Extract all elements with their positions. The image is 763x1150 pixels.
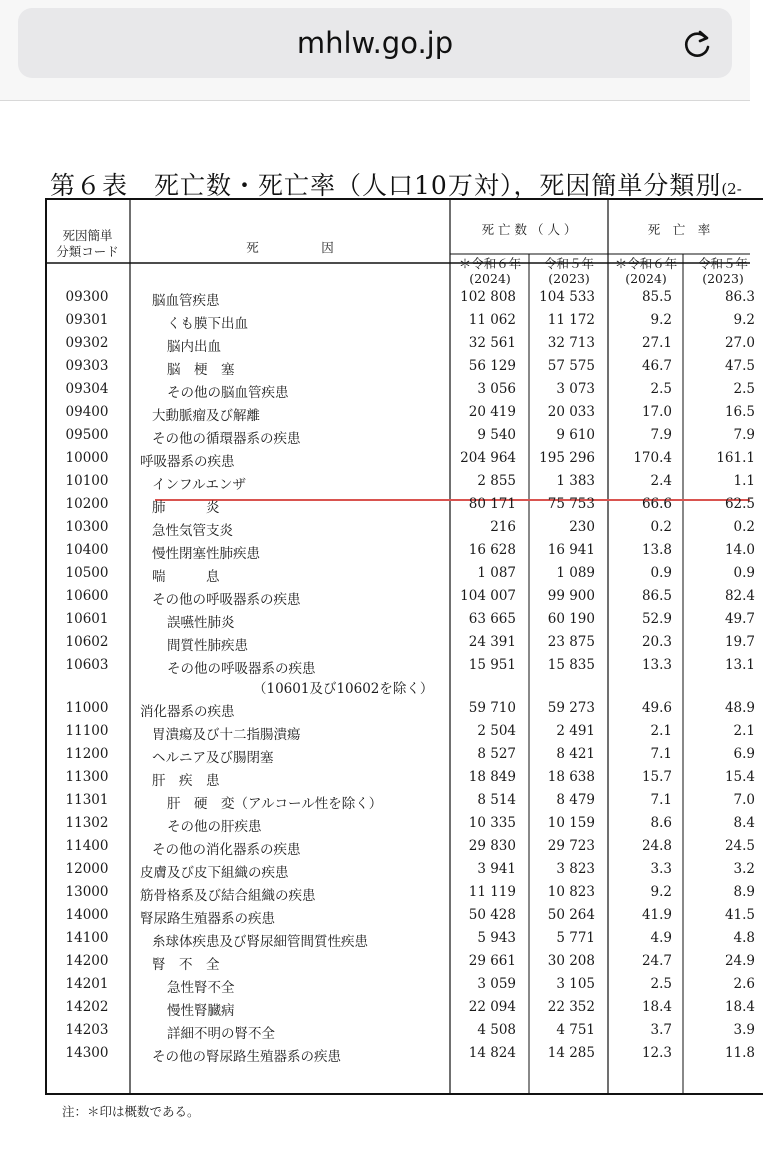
row-rate-2024: 9.2 (650, 312, 672, 328)
row-rate-2024: 46.7 (641, 358, 672, 374)
row-deaths-2024: 9 540 (477, 427, 516, 443)
row-rate-2023: 1.1 (733, 473, 755, 489)
row-rate-2024: 17.0 (641, 404, 672, 420)
row-code: 10100 (65, 473, 109, 489)
row-rate-2023: 3.2 (733, 861, 755, 877)
row-deaths-2024: 102 808 (460, 289, 516, 305)
row-cause-name: その他の消化器系の疾患 (152, 842, 301, 858)
row-code: 11302 (65, 815, 109, 831)
row-deaths-2023: 195 296 (539, 450, 595, 466)
row-deaths-2024: 11 062 (468, 312, 516, 328)
row-rate-2023: 2.5 (733, 381, 755, 397)
footnote: 注：＊印は概数である。 (62, 1104, 200, 1119)
row-deaths-2023: 9 610 (556, 427, 595, 443)
row-rate-2024: 15.7 (641, 769, 672, 785)
row-rate-2024: 85.5 (641, 289, 672, 305)
row-code: 11301 (65, 792, 109, 808)
row-rate-2024: 2.5 (650, 976, 672, 992)
row-cause-name: 筋骨格系及び結合組織の疾患 (140, 888, 316, 904)
row-rate-2024: 12.3 (641, 1045, 672, 1061)
row-deaths-2023: 60 190 (547, 611, 595, 627)
header-col2-ad: (2023) (548, 271, 590, 286)
url-text[interactable]: mhlw.go.jp (296, 26, 454, 60)
row-code: 10400 (65, 542, 109, 558)
row-deaths-2024: 8 527 (477, 746, 516, 762)
row-deaths-2024: 11 119 (468, 884, 516, 900)
row-rate-2024: 3.3 (650, 861, 672, 877)
row-code: 14202 (65, 999, 109, 1015)
row-deaths-2023: 3 105 (556, 976, 595, 992)
row-deaths-2023: 2 491 (556, 723, 595, 739)
row-code: 09500 (65, 427, 109, 443)
row-cause-name: 慢性腎臓病 (167, 1003, 235, 1019)
row-cause-name: その他の肝疾患 (167, 819, 262, 835)
header-col1-ad: (2024) (469, 271, 511, 286)
table-title-suffix: (2- (721, 180, 742, 198)
row-rate-2024: 24.7 (641, 953, 672, 969)
row-code: 10200 (65, 496, 109, 512)
row-code: 11400 (65, 838, 109, 854)
row-cause-name: 肝 硬 変（アルコール性を除く） (167, 796, 383, 812)
row-deaths-2023: 22 352 (547, 999, 595, 1015)
mortality-table (45, 198, 755, 1096)
row-code: 14203 (65, 1022, 109, 1038)
row-rate-2023: 0.9 (733, 565, 755, 581)
row-code: 10300 (65, 519, 109, 535)
row-code: 12000 (65, 861, 109, 877)
header-col2-year: 令和５年 (543, 256, 594, 271)
row-deaths-2024: 29 830 (468, 838, 516, 854)
header-col2 (529, 256, 609, 286)
row-deaths-2024: 14 824 (468, 1045, 516, 1061)
row-rate-2023: 7.9 (733, 427, 755, 443)
row-rate-2024: 41.9 (641, 907, 672, 923)
row-code: 10601 (65, 611, 109, 627)
row-code: 11100 (65, 723, 109, 739)
row-deaths-2023: 18 638 (547, 769, 595, 785)
row-rate-2023: 14.0 (724, 542, 755, 558)
row-deaths-2024: 10 335 (468, 815, 516, 831)
row-cause-name: その他の呼吸器系の疾患 (152, 592, 301, 608)
row-rate-2024: 8.6 (650, 815, 672, 831)
header-col3-year: ＊令和６年 (614, 256, 678, 271)
row-deaths-2023: 57 575 (547, 358, 595, 374)
row-cause-name: くも膜下出血 (167, 316, 248, 332)
row-code: 11000 (65, 700, 109, 716)
row-cause-name: 肺 炎 (152, 500, 220, 516)
row-rate-2023: 13.1 (724, 657, 755, 673)
row-deaths-2024: 104 007 (460, 588, 516, 604)
row-cause-name: 皮膚及び皮下組織の疾患 (140, 865, 289, 881)
row-deaths-2023: 10 159 (547, 815, 595, 831)
row-code: 09304 (65, 381, 109, 397)
row-deaths-2024: 8 514 (477, 792, 516, 808)
row-deaths-2024: 18 849 (468, 769, 516, 785)
reload-icon[interactable] (680, 28, 714, 62)
row-rate-2024: 7.1 (650, 746, 672, 762)
row-deaths-2024: 59 710 (468, 700, 516, 716)
header-rate: 死 亡 率 (647, 222, 711, 237)
row-rate-2023: 7.0 (733, 792, 755, 808)
row-rate-2023: 48.9 (724, 700, 755, 716)
row-rate-2023: 0.2 (733, 519, 755, 535)
row-deaths-2024: 2 855 (477, 473, 516, 489)
header-col1-year: ＊令和６年 (458, 256, 522, 271)
header-cause: 死 因 (246, 240, 334, 255)
row-deaths-2023: 5 771 (556, 930, 595, 946)
header-col4 (683, 256, 763, 286)
row-cause-name: 間質性肺疾患 (167, 638, 248, 654)
row-code: 10603 (65, 657, 109, 673)
row-cause-name: 肝 疾 患 (152, 773, 220, 789)
row-cause-name: 胃潰瘍及び十二指腸潰瘍 (152, 727, 301, 743)
header-code (45, 228, 130, 260)
row-deaths-2024: 3 941 (477, 861, 516, 877)
row-cause-name: ヘルニア及び腸閉塞 (152, 750, 274, 766)
row-deaths-2024: 80 171 (468, 496, 516, 512)
row-cause-name: 消化器系の疾患 (140, 704, 235, 720)
row-rate-2024: 66.6 (641, 496, 672, 512)
header-col4-ad: (2023) (702, 271, 744, 286)
row-deaths-2023: 10 823 (547, 884, 595, 900)
row-rate-2024: 2.5 (650, 381, 672, 397)
row-code: 10500 (65, 565, 109, 581)
row-cause-name: その他の循環器系の疾患 (152, 431, 301, 447)
row-deaths-2023: 8 421 (556, 746, 595, 762)
row-rate-2024: 170.4 (633, 450, 672, 466)
row-rate-2023: 3.9 (733, 1022, 755, 1038)
row-deaths-2023: 8 479 (556, 792, 595, 808)
row-deaths-2024: 56 129 (468, 358, 516, 374)
row-rate-2023: 2.1 (733, 723, 755, 739)
row-code: 13000 (65, 884, 109, 900)
row-code: 11200 (65, 746, 109, 762)
row-deaths-2024: 50 428 (468, 907, 516, 923)
row-rate-2024: 7.1 (650, 792, 672, 808)
row-code: 09302 (65, 335, 109, 351)
row-deaths-2024: 32 561 (468, 335, 516, 351)
row-cause-name: 大動脈瘤及び解離 (152, 408, 260, 424)
row-rate-2024: 0.9 (650, 565, 672, 581)
row-rate-2023: 6.9 (733, 746, 755, 762)
row-rate-2023: 8.4 (733, 815, 755, 831)
row-rate-2024: 27.1 (641, 335, 672, 351)
row-code: 11300 (65, 769, 109, 785)
row-cause-name: 腎 不 全 (152, 957, 220, 973)
row-rate-2024: 0.2 (650, 519, 672, 535)
row-cause-name: 喘 息 (152, 569, 220, 585)
row-cause-name: その他の脳血管疾患 (167, 385, 289, 401)
row-deaths-2024: 1 087 (477, 565, 516, 581)
row-deaths-2023: 4 751 (556, 1022, 595, 1038)
header-deaths: 死 亡 数 （ 人 ） (481, 222, 577, 237)
row-rate-2024: 13.8 (641, 542, 672, 558)
row-rate-2024: 7.9 (650, 427, 672, 443)
row-deaths-2024: 24 391 (468, 634, 516, 650)
header-col1 (450, 256, 530, 286)
row-deaths-2023: 3 073 (556, 381, 595, 397)
row-code: 09303 (65, 358, 109, 374)
row-deaths-2024: 22 094 (468, 999, 516, 1015)
row-rate-2024: 3.7 (650, 1022, 672, 1038)
header-code-line2: 分類コード (56, 244, 119, 259)
row-deaths-2023: 30 208 (547, 953, 595, 969)
row-rate-2023: 9.2 (733, 312, 755, 328)
row-rate-2024: 9.2 (650, 884, 672, 900)
row-code: 14100 (65, 930, 109, 946)
row-deaths-2023: 104 533 (539, 289, 595, 305)
row-rate-2023: 11.8 (724, 1045, 755, 1061)
header-col3-ad: (2024) (625, 271, 667, 286)
row-deaths-2024: 2 504 (477, 723, 516, 739)
row-deaths-2023: 15 835 (547, 657, 595, 673)
address-bar[interactable] (18, 8, 732, 78)
row-deaths-2023: 99 900 (547, 588, 595, 604)
row-code: 14201 (65, 976, 109, 992)
header-col3 (608, 256, 684, 286)
row-cause-name: 詳細不明の腎不全 (167, 1026, 275, 1042)
row-cause-name: 脳内出血 (167, 339, 221, 355)
row-rate-2024: 52.9 (641, 611, 672, 627)
row-deaths-2023: 20 033 (547, 404, 595, 420)
header-col4-year: 令和５年 (697, 256, 748, 271)
row-rate-2023: 27.0 (724, 335, 755, 351)
row-deaths-2024: 4 508 (477, 1022, 516, 1038)
row-deaths-2024: 3 056 (477, 381, 516, 397)
row-deaths-2023: 14 285 (547, 1045, 595, 1061)
row-deaths-2024: 15 951 (468, 657, 516, 673)
row-code: 10000 (65, 450, 109, 466)
row-rate-2023: 24.9 (724, 953, 755, 969)
row-deaths-2023: 23 875 (547, 634, 595, 650)
row-deaths-2024: 3 059 (477, 976, 516, 992)
row-rate-2024: 2.1 (650, 723, 672, 739)
row-rate-2023: 4.8 (733, 930, 755, 946)
row-deaths-2023: 16 941 (547, 542, 595, 558)
row-cause-name: 糸球体疾患及び腎尿細管間質性疾患 (152, 934, 368, 950)
row-rate-2024: 49.6 (641, 700, 672, 716)
row-cause-name: その他の呼吸器系の疾患 (167, 661, 316, 677)
row-rate-2023: 15.4 (724, 769, 755, 785)
row-rate-2023: 2.6 (733, 976, 755, 992)
row-deaths-2024: 216 (490, 519, 516, 535)
row-rate-2024: 20.3 (641, 634, 672, 650)
row-code: 09301 (65, 312, 109, 328)
row-rate-2023: 49.7 (724, 611, 755, 627)
table-title-text: 第６表 死亡数・死亡率（人口10万対），死因簡単分類別 (50, 171, 722, 200)
row-rate-2023: 8.9 (733, 884, 755, 900)
row-rate-2024: 4.9 (650, 930, 672, 946)
row-deaths-2023: 75 753 (547, 496, 595, 512)
row-deaths-2024: 204 964 (460, 450, 516, 466)
row-code: 10602 (65, 634, 109, 650)
row-deaths-2023: 3 823 (556, 861, 595, 877)
row-rate-2023: 62.5 (724, 496, 755, 512)
row-code: 14300 (65, 1045, 109, 1061)
row-deaths-2023: 29 723 (547, 838, 595, 854)
row-deaths-2023: 50 264 (547, 907, 595, 923)
row-cause-name: その他の腎尿路生殖器系の疾患 (152, 1049, 341, 1065)
row-rate-2024: 18.4 (641, 999, 672, 1015)
row-cause-name: 呼吸器系の疾患 (140, 454, 235, 470)
row-deaths-2023: 230 (569, 519, 595, 535)
row-rate-2023: 41.5 (724, 907, 755, 923)
row-cause-name: 急性気管支炎 (152, 523, 233, 539)
row-cause-name: インフルエンザ (152, 477, 246, 493)
row-cause-name: 脳血管疾患 (152, 293, 220, 309)
row-deaths-2024: 20 419 (468, 404, 516, 420)
row-cause-name: 腎尿路生殖器系の疾患 (140, 911, 275, 927)
row-deaths-2024: 5 943 (477, 930, 516, 946)
row-cause-name: 誤嚥性肺炎 (167, 615, 235, 631)
row-rate-2024: 13.3 (641, 657, 672, 673)
row-rate-2024: 2.4 (650, 473, 672, 489)
row-rate-2023: 86.3 (724, 289, 755, 305)
row-rate-2024: 86.5 (641, 588, 672, 604)
header-code-line1: 死因簡単 (62, 228, 113, 243)
row-deaths-2024: 16 628 (468, 542, 516, 558)
browser-toolbar (0, 0, 750, 101)
row-rate-2023: 161.1 (716, 450, 755, 466)
row-cause-name: 急性腎不全 (167, 980, 235, 996)
row-cause-name: 慢性閉塞性肺疾患 (152, 546, 260, 562)
row-deaths-2024: 29 661 (468, 953, 516, 969)
row-code: 14000 (65, 907, 109, 923)
row-code: 09300 (65, 289, 109, 305)
row-rate-2023: 82.4 (724, 588, 755, 604)
row-deaths-2023: 59 273 (547, 700, 595, 716)
row-deaths-2023: 11 172 (547, 312, 595, 328)
row-cause-note: （10601及び10602を除く） (253, 681, 434, 697)
row-deaths-2023: 32 713 (547, 335, 595, 351)
row-rate-2023: 24.5 (724, 838, 755, 854)
row-rate-2023: 16.5 (724, 404, 755, 420)
row-cause-name: 脳 梗 塞 (167, 362, 235, 378)
row-code: 09400 (65, 404, 109, 420)
table-title (50, 166, 742, 202)
row-rate-2024: 24.8 (641, 838, 672, 854)
row-rate-2023: 18.4 (724, 999, 755, 1015)
row-code: 10600 (65, 588, 109, 604)
row-rate-2023: 19.7 (724, 634, 755, 650)
row-deaths-2024: 63 665 (468, 611, 516, 627)
row-code: 14200 (65, 953, 109, 969)
row-deaths-2023: 1 089 (556, 565, 595, 581)
row-rate-2023: 47.5 (724, 358, 755, 374)
row-deaths-2023: 1 383 (556, 473, 595, 489)
